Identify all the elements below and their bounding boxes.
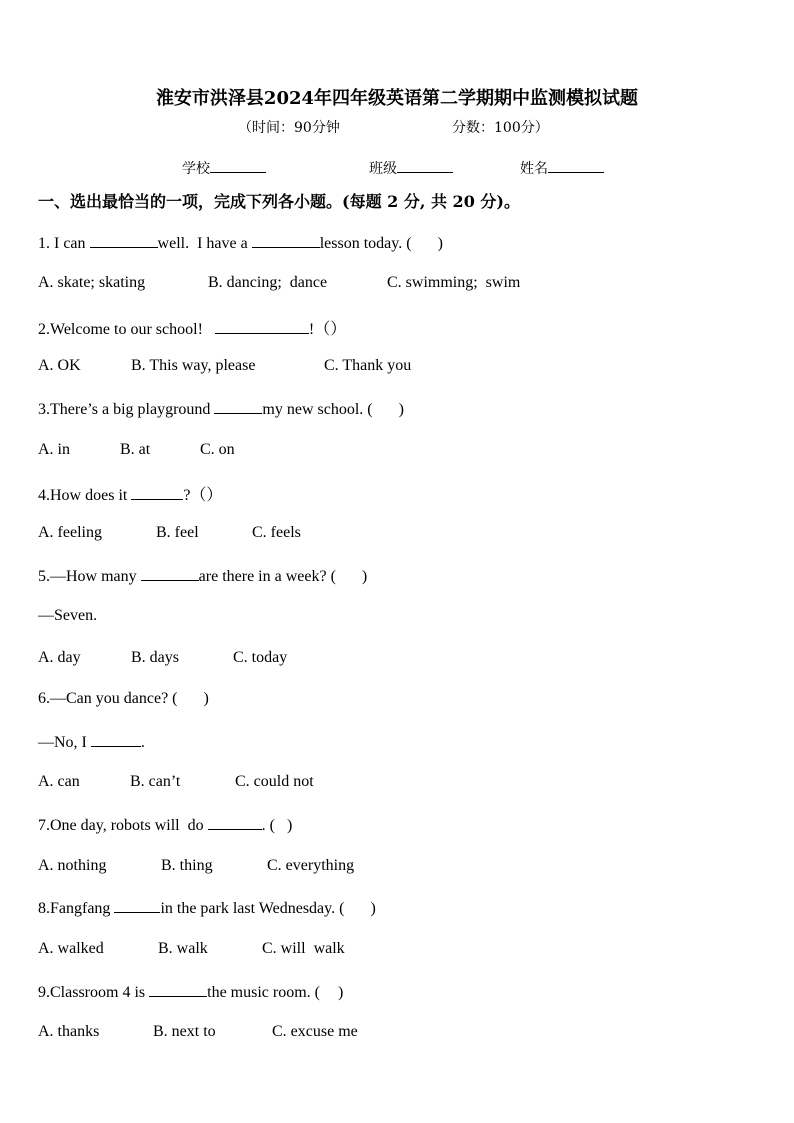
answer-blank[interactable]: [90, 233, 158, 248]
options-5: [38, 649, 738, 671]
answer-text: .: [140, 734, 145, 751]
school-field: [182, 158, 266, 178]
question-text: 5.—How many: [38, 568, 141, 585]
question-text: . (: [261, 817, 275, 834]
question-3: [38, 399, 404, 419]
option-a[interactable]: A. can: [38, 773, 80, 790]
name-label: 姓名: [520, 161, 548, 177]
option-c[interactable]: C. swimming; swim: [387, 274, 521, 291]
option-a[interactable]: A. skate; skating: [38, 274, 146, 291]
class-label: 班级: [369, 161, 397, 177]
option-a[interactable]: A. nothing: [38, 857, 107, 874]
school-blank[interactable]: [210, 158, 266, 173]
name-blank[interactable]: [548, 158, 604, 173]
option-a[interactable]: A. day: [38, 649, 81, 666]
exam-meta: [0, 117, 794, 139]
answer-blank[interactable]: [114, 898, 160, 913]
question-text: my new school. (: [262, 401, 373, 418]
option-b[interactable]: B. can’t: [130, 773, 181, 790]
question-1: [38, 233, 443, 253]
page-title: 淮安市洪泽县2024年四年级英语第二学期期中监测模拟试题: [155, 88, 639, 109]
question-text: ): [361, 568, 368, 585]
option-c[interactable]: C. will walk: [262, 940, 345, 957]
question-text: ): [437, 235, 443, 252]
options-8: [38, 940, 738, 962]
question-7: [38, 815, 292, 835]
question-text: !（）: [308, 321, 347, 338]
option-b[interactable]: B. walk: [158, 940, 208, 957]
option-c[interactable]: C. today: [233, 649, 288, 666]
question-8: [38, 898, 376, 918]
options-1: [38, 274, 738, 296]
answer-line-5: —Seven.: [38, 607, 98, 624]
answer-blank[interactable]: [149, 982, 207, 997]
answer-text: —No, I: [38, 734, 91, 751]
options-3: [38, 441, 738, 463]
question-text: 7.One day, robots will do: [38, 817, 208, 834]
name-field: [520, 158, 604, 178]
option-c[interactable]: C. could not: [235, 773, 314, 790]
option-c[interactable]: C. excuse me: [272, 1023, 358, 1040]
class-blank[interactable]: [397, 158, 453, 173]
option-a[interactable]: A. walked: [38, 940, 104, 957]
option-b[interactable]: B. days: [131, 649, 179, 666]
question-text: 3.There’s a big playground: [38, 401, 215, 418]
question-text: 4.How does it: [38, 487, 132, 504]
option-b[interactable]: B. This way, please: [131, 357, 256, 374]
answer-line-6: [38, 732, 145, 752]
question-text: 2.Welcome to our school!: [38, 321, 215, 338]
class-field: [369, 158, 453, 178]
question-text: in the park last Wednesday. (: [160, 900, 345, 917]
student-info: [0, 158, 794, 180]
time-limit: （时间：90分钟: [238, 120, 340, 136]
answer-blank[interactable]: [141, 566, 199, 581]
question-text: 6.—Can you dance? (: [38, 690, 178, 707]
option-a[interactable]: A. thanks: [38, 1023, 100, 1040]
answer-blank[interactable]: [215, 319, 309, 334]
question-text: well. I have a: [157, 235, 252, 252]
option-b[interactable]: B. feel: [156, 524, 199, 541]
question-text: ): [338, 984, 344, 1001]
option-c[interactable]: C. everything: [267, 857, 355, 874]
total-score: 分数：100分）: [452, 120, 549, 136]
question-text: 8.Fangfang: [38, 900, 115, 917]
question-9: [38, 982, 343, 1002]
options-9: [38, 1023, 738, 1045]
option-c[interactable]: C. feels: [252, 524, 301, 541]
section-heading: 一、选出最恰当的一项，完成下列各小题。(每题 2 分, 共 20 分)。: [38, 192, 520, 211]
question-6: [38, 690, 209, 708]
option-b[interactable]: B. next to: [153, 1023, 216, 1040]
answer-blank[interactable]: [91, 732, 141, 747]
question-text: lesson today. (: [319, 235, 412, 252]
question-text: the music room. (: [207, 984, 320, 1001]
option-a[interactable]: A. OK: [38, 357, 81, 374]
answer-blank[interactable]: [131, 485, 183, 500]
question-5: [38, 566, 367, 586]
answer-blank[interactable]: [252, 233, 320, 248]
options-4: [38, 524, 738, 546]
option-b[interactable]: B. thing: [161, 857, 213, 874]
question-4: [38, 482, 222, 505]
option-c[interactable]: C. on: [200, 441, 235, 458]
option-a[interactable]: A. in: [38, 441, 70, 458]
question-text: ): [286, 817, 293, 834]
question-2: [38, 316, 346, 339]
school-label: 学校: [182, 161, 210, 177]
option-b[interactable]: B. dancing; dance: [208, 274, 328, 291]
question-text: ): [398, 401, 404, 418]
question-text: ?（）: [183, 487, 223, 504]
options-6: [38, 773, 738, 795]
question-text: ): [203, 690, 209, 707]
option-c[interactable]: C. Thank you: [324, 357, 412, 374]
question-text: 9.Classroom 4 is: [38, 984, 150, 1001]
option-b[interactable]: B. at: [120, 441, 151, 458]
answer-blank[interactable]: [214, 399, 262, 414]
options-7: [38, 857, 738, 879]
question-text: are there in a week? (: [198, 568, 336, 585]
options-2: [38, 357, 738, 379]
question-text: 1. I can: [38, 235, 90, 252]
question-text: ): [370, 900, 376, 917]
option-a[interactable]: A. feeling: [38, 524, 102, 541]
answer-blank[interactable]: [208, 815, 262, 830]
